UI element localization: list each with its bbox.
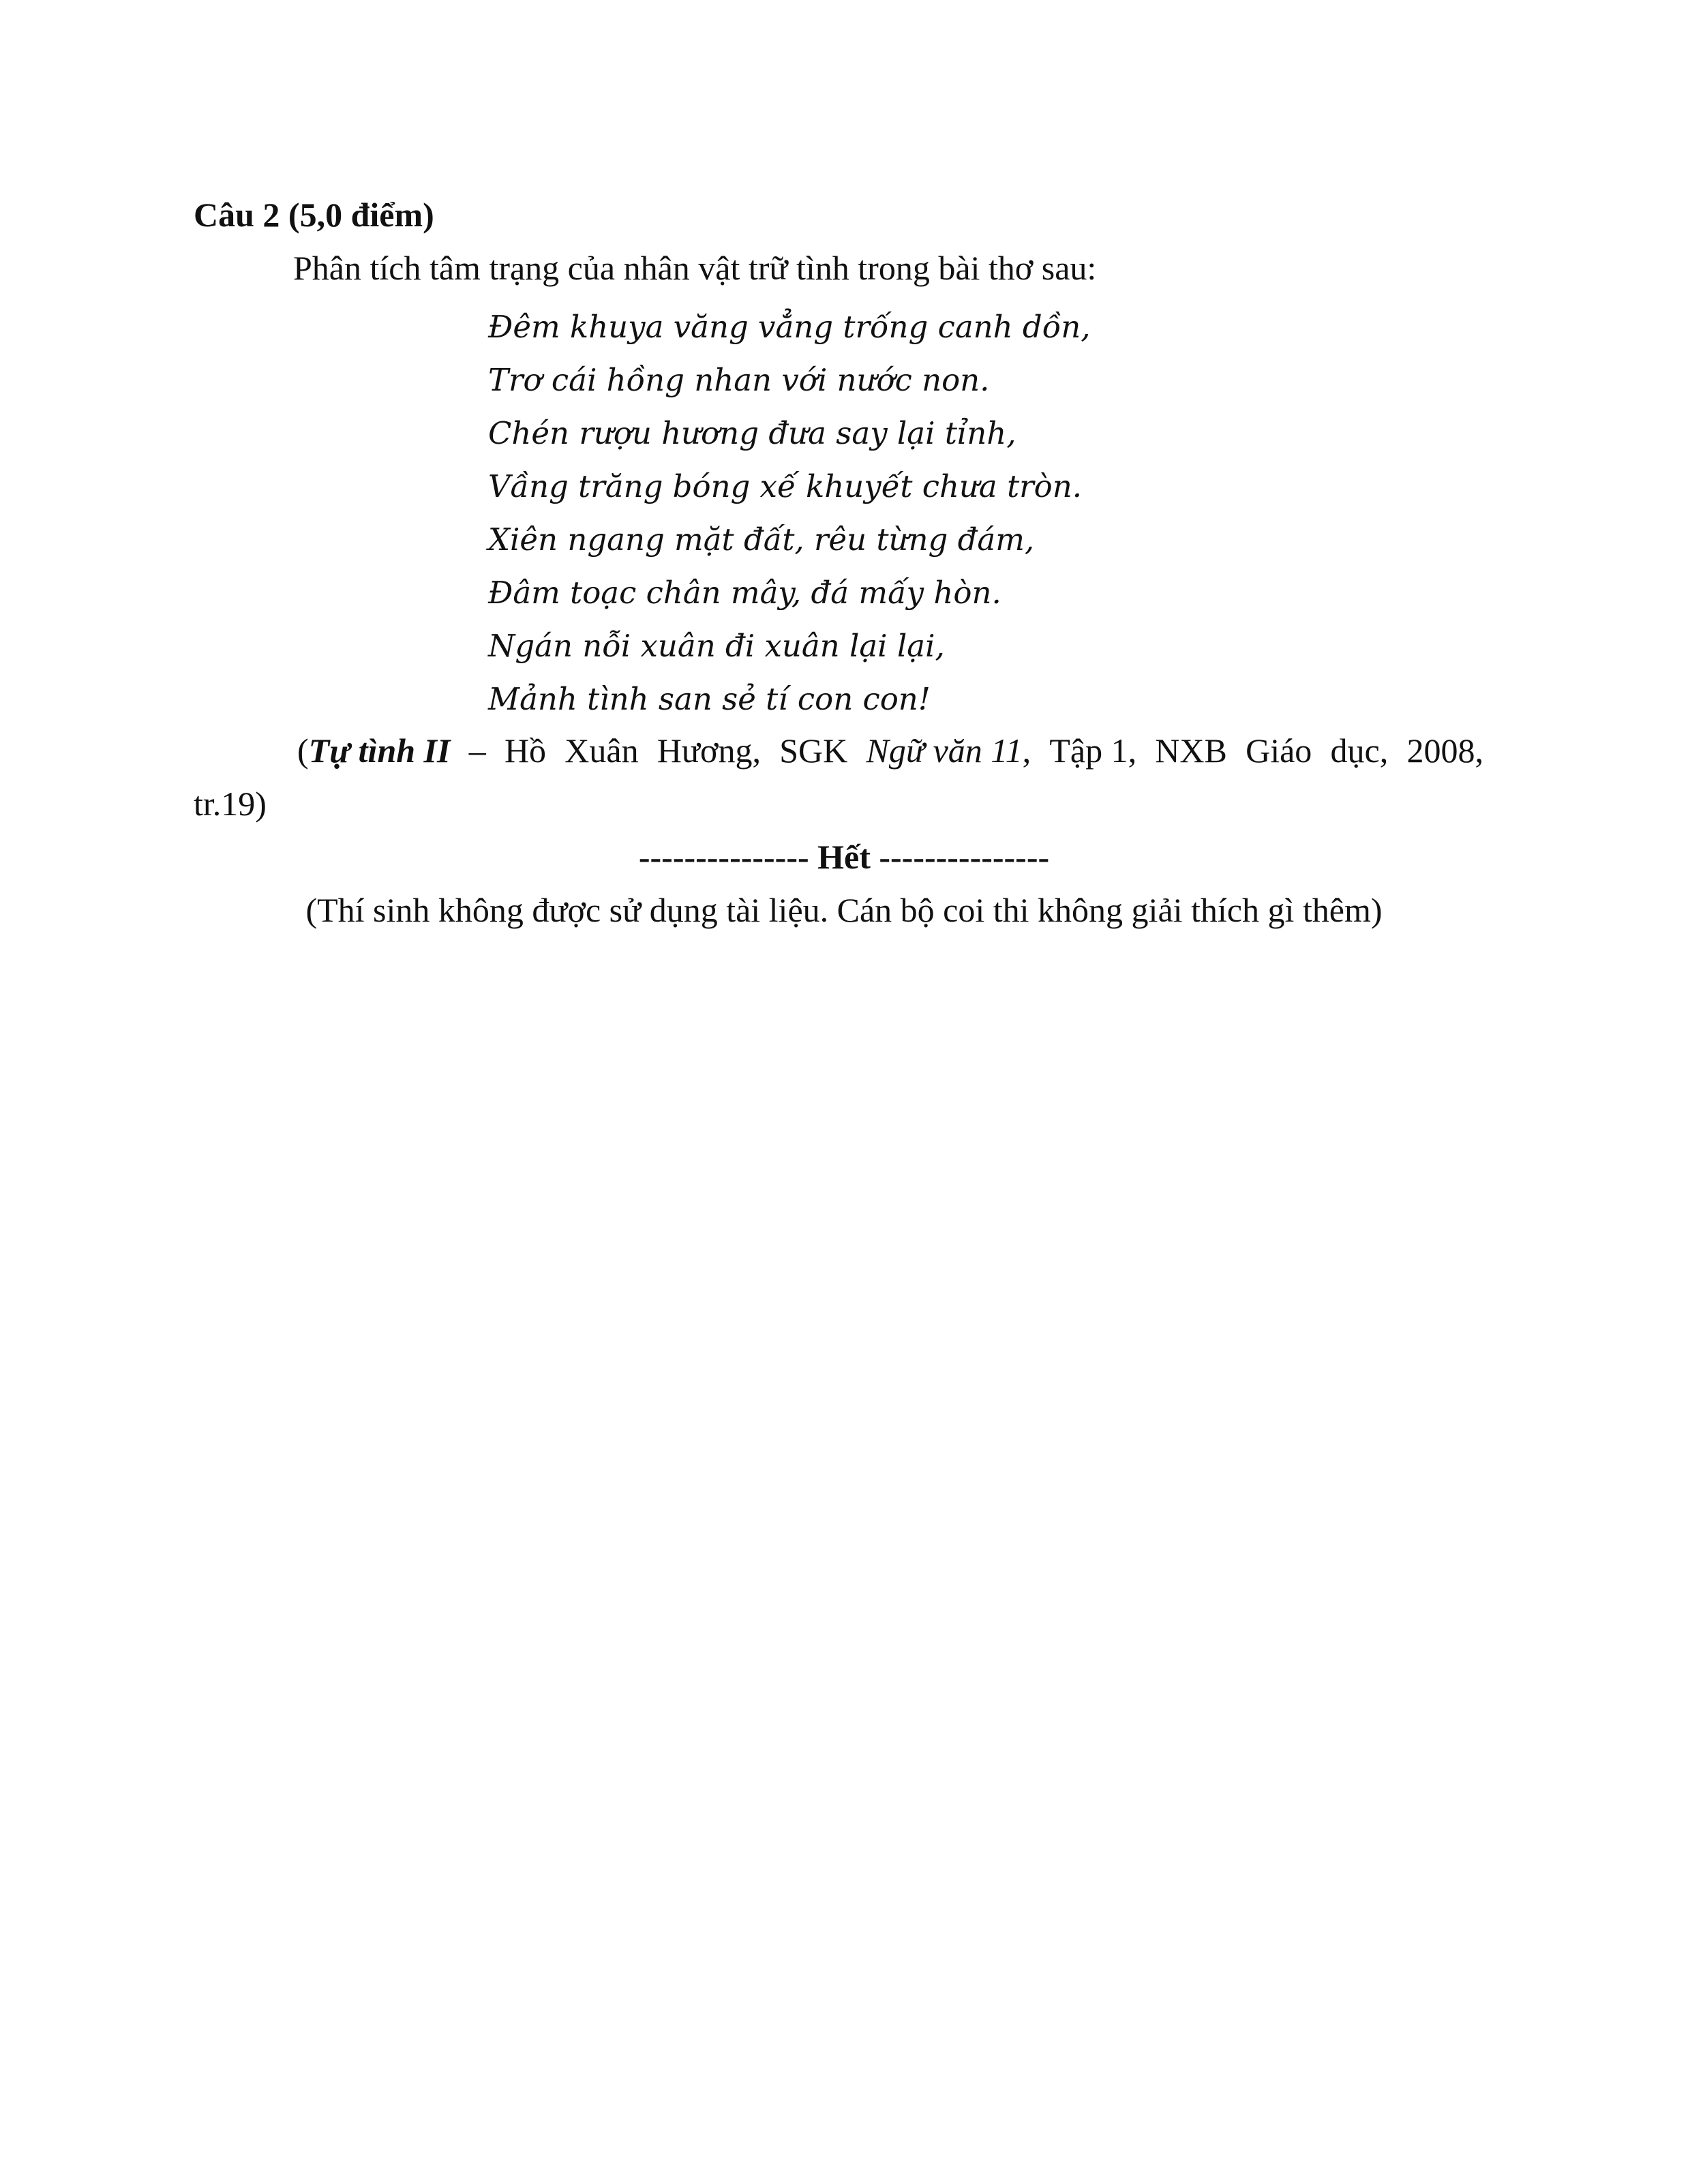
source-author-word: Xuân — [564, 731, 639, 770]
source-page-reference: tr.19) — [194, 785, 267, 823]
source-author-separator: – — [468, 731, 486, 770]
question-prompt: Phân tích tâm trạng của nhân vật trữ tình trong bài thơ sau: — [293, 249, 1097, 287]
source-book-title: Ngữ văn 11 — [866, 731, 1023, 770]
poem-line: Vầng trăng bóng xế khuyết chưa tròn. — [488, 468, 1083, 504]
source-title-group — [297, 730, 450, 771]
source-poem-title: Tự tình II — [308, 731, 451, 770]
source-author-word: Hồ — [504, 731, 547, 770]
poem-line: Mảnh tình san sẻ tí con con! — [488, 681, 931, 717]
exam-note: (Thí sinh không được sử dụng tài liệu. Cán bộ coi thi không giải thích gì thêm) — [305, 891, 1383, 929]
poem-line: Xiên ngang mặt đất, rêu từng đám, — [488, 521, 1035, 558]
source-open-paren: ( — [297, 731, 309, 770]
source-publisher-word: Giáo — [1246, 731, 1312, 770]
source-volume: Tập 1, — [1049, 731, 1137, 770]
source-book-title-group: Ngữ văn 11, — [866, 731, 1031, 770]
source-publisher-word: dục, — [1330, 731, 1389, 770]
source-year: 2008, — [1406, 731, 1483, 770]
poem — [488, 301, 1091, 726]
poem-line: Chén rượu hương đưa say lại tỉnh, — [488, 415, 1016, 451]
poem-line: Đêm khuya văng vẳng trống canh dồn, — [488, 309, 1091, 345]
source-publisher-word: NXB — [1155, 731, 1227, 770]
poem-line: Trơ cái hồng nhan với nước non. — [488, 362, 990, 398]
poem-line: Ngán nỗi xuân đi xuân lại lại, — [488, 628, 945, 664]
poem-line: Đâm toạc chân mây, đá mấy hòn. — [488, 575, 1001, 611]
source-author-word: Hương, — [657, 731, 761, 770]
end-marker: --------------- Hết --------------- — [638, 838, 1050, 876]
source-book-prefix: SGK — [779, 731, 848, 770]
question-heading: Câu 2 (5,0 điểm) — [194, 196, 434, 234]
poem-source-citation — [297, 730, 1483, 771]
